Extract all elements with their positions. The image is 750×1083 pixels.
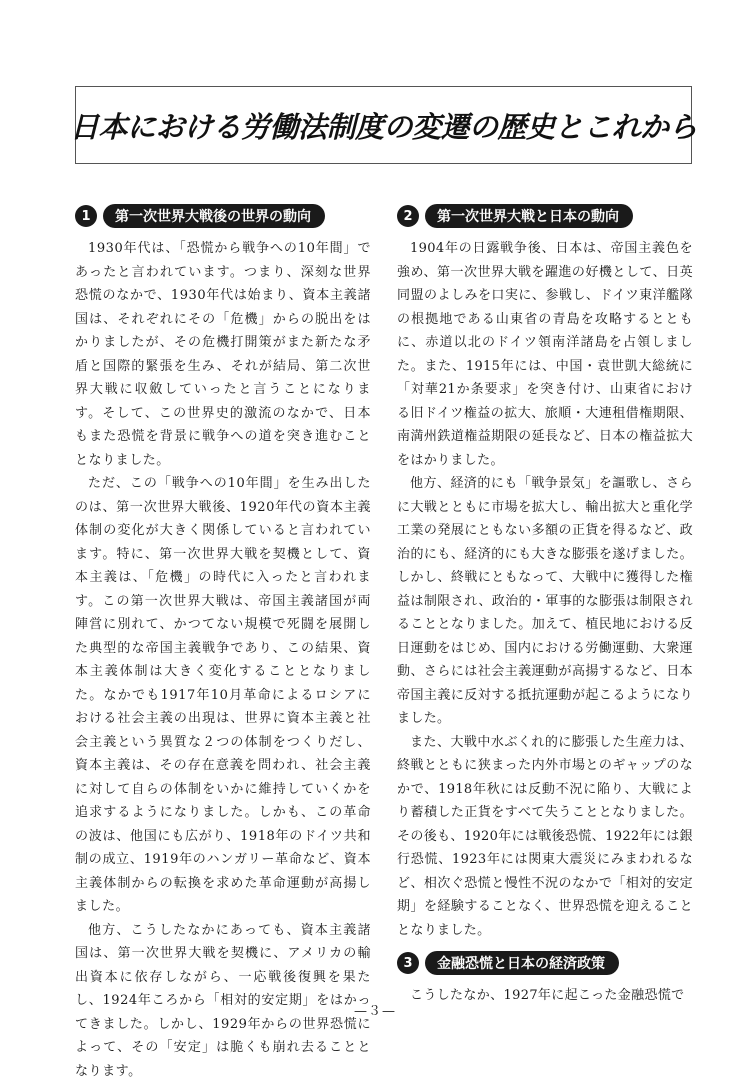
section-3-heading <box>397 950 693 976</box>
section-number-badge: 1 <box>75 205 97 227</box>
paragraph: また、大戦中水ぶくれ的に膨張した生産力は、終戦とともに狭まった内外市場とのギャップのなかで、1918年秋には反動不況に陥り、大戦により蓄積した正貨をすべて失うこととなりました。その後も、1920年には戦後恐慌、1922年には銀行恐慌、1923年には関東大震災にみまわれるなど、相次ぐ恐慌と慢性不況のなかで「相対的安定期」を経験することなく、世界恐慌を迎えることとなりました。 <box>397 731 693 943</box>
section-title: 金融恐慌と日本の経済政策 <box>425 951 619 975</box>
paragraph: 1930年代は、「恐慌から戦争への10年間」であったと言われています。つまり、深刻な世界恐慌のなかで、1930年代は始まり、資本主義諸国は、それぞれにその「危機」からの脱出をはかりましたが、その危機打開策がまた新たな矛盾と国際的緊張を生み、それが結局、第二次世界大戦に収斂していったと言うことになります。そして、この世界史的激流のなかで、日本もまた恐慌を背景に戦争への道を突き進むこととなりました。 <box>75 237 371 472</box>
paragraph: ただ、この「戦争への10年間」を生み出したのは、第一次世界大戦後、1920年代の資本主義体制の変化が大きく関係していると言われています。特に、第一次世界大戦を契機として、資本主義は、「危機」の時代に入ったと言われます。この第一次世界大戦は、帝国主義諸国が両陣営に別れて、かつてない規模で死闘を展開した典型的な帝国主義戦争であり、この結果、資本主義体制は大きく変化することとなりました。なかでも1917年10月革命によるロシアにおける社会主義の出現は、世界に資本主義と社会主義という異質な２つの体制をつくりだし、資本主義は、その存在意義を問われ、社会主義に対して自らの体制をいかに維持していくかを追求するようになりました。しかも、この革命の波は、他国にも広がり、1918年のドイツ共和制の成立、1919年のハンガリー革命など、資本主義体制からの転換を求めた革命運動が高揚しました。 <box>75 472 371 919</box>
page-title: 日本における労働法制度の変遷の歴史とこれから <box>70 105 697 146</box>
section-number-badge: 2 <box>397 205 419 227</box>
section-title: 第一次世界大戦後の世界の動向 <box>103 204 325 228</box>
paragraph: 他方、こうしたなかにあっても、資本主義諸国は、第一次世界大戦を契機に、アメリカの輸出資本に依存しながら、一応戦後復興を果たし、1924年ころから「相対的安定期」をはかってきました。しかし、1929年からの世界恐慌によって、その「安定」は脆くも崩れ去ることとなります。 <box>75 919 371 1083</box>
title-box <box>75 86 692 164</box>
section-number-badge: 3 <box>397 952 419 974</box>
section-2-heading <box>397 203 693 229</box>
paragraph: 1904年の日露戦争後、日本は、帝国主義色を強め、第一次世界大戦を躍進の好機として、日英同盟のよしみを口実に、参戦し、ドイツ東洋艦隊の根拠地である山東省の青島を攻略するとともに、赤道以北のドイツ領南洋諸島を占領しました。また、1915年には、中国・袁世凱大総統に「対華21か条要求」を突き付け、山東省における旧ドイツ権益の拡大、旅順・大連租借権期限、南満州鉄道権益期限の延長など、日本の権益拡大をはかりました。 <box>397 237 693 472</box>
paragraph: 他方、経済的にも「戦争景気」を謳歌し、さらに大戦とともに市場を拡大し、輸出拡大と重化学工業の発展にともない多額の正貨を得るなど、政治的にも、経済的にも大きな膨張を遂げました。しかし、終戦にともなって、大戦中に獲得した権益は制限され、政治的・軍事的な膨張は制限されることとなりました。加えて、植民地における反日運動をはじめ、国内における労働運動、大衆運動、さらには社会主義運動が高揚するなど、日本帝国主義に反対する抵抗運動が起こるようになりました。 <box>397 472 693 731</box>
section-1-heading <box>75 203 371 229</box>
right-column <box>397 203 693 1008</box>
left-column <box>75 203 371 1083</box>
paragraph: こうしたなか、1927年に起こった金融恐慌で <box>397 984 693 1008</box>
page-number: —３— <box>0 1000 750 1019</box>
section-title: 第一次世界大戦と日本の動向 <box>425 204 633 228</box>
